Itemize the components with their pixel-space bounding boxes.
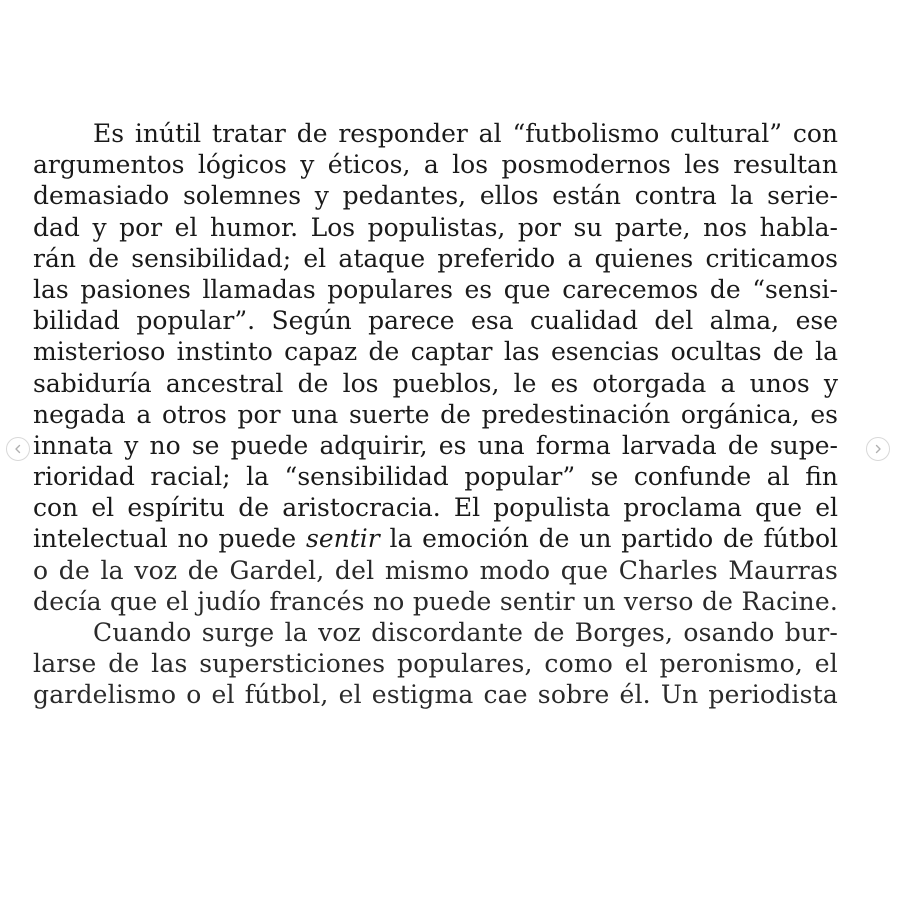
text-line: rán de sensibilidad; el ataque preferido a quienes criticamos [33, 243, 838, 273]
text-line: gardelismo o el fútbol, el estigma cae sobre él. Un periodista [33, 680, 838, 710]
text-line: innata y no se puede adquirir, es una forma larvada de supe- [33, 430, 838, 460]
text-line: misterioso instinto capaz de captar las esencias ocultas de la [33, 337, 838, 367]
italic-word: sentir [305, 524, 380, 554]
text-line: negada a otros por una suerte de predestinación orgánica, es [33, 399, 838, 429]
text-line: Cuando surge la voz discordante de Borges, osando bur- [93, 618, 838, 647]
text-segment: la emoción de un partido de fútbol [379, 524, 839, 554]
text-line: con el espíritu de aristocracia. El populista proclama que el [33, 493, 838, 523]
document-text [33, 118, 838, 711]
text-line: dad y por el humor. Los populistas, por su parte, nos habla- [33, 212, 838, 242]
previous-button[interactable] [6, 437, 30, 461]
text-line: decía que el judío francés no puede sentir un verso de Racine. [33, 586, 838, 616]
text-line: rioridad racial; la “sensibilidad popular” se confunde al fin [33, 462, 838, 492]
text-line: bilidad popular”. Según parece esa cualidad del alma, ese [33, 306, 838, 336]
text-line: argumentos lógicos y éticos, a los posmodernos les resultan [33, 150, 838, 180]
text-line: larse de las supersticiones populares, como el peronismo, el [33, 649, 838, 679]
chevron-left-icon [13, 444, 23, 454]
text-line-with-italic [33, 523, 838, 554]
chevron-right-icon [873, 444, 883, 454]
next-button[interactable] [866, 437, 890, 461]
text-line: o de la voz de Gardel, del mismo modo que Charles Maurras [33, 555, 838, 585]
text-line: Es inútil tratar de responder al “futbolismo cultural” con [93, 119, 838, 148]
text-line: demasiado solemnes y pedantes, ellos están contra la serie- [33, 181, 838, 211]
text-line: las pasiones llamadas populares es que carecemos de “sensi- [33, 274, 838, 304]
text-line: sabiduría ancestral de los pueblos, le es otorgada a unos y [33, 368, 838, 398]
text-segment: intelectual no puede [33, 524, 306, 554]
